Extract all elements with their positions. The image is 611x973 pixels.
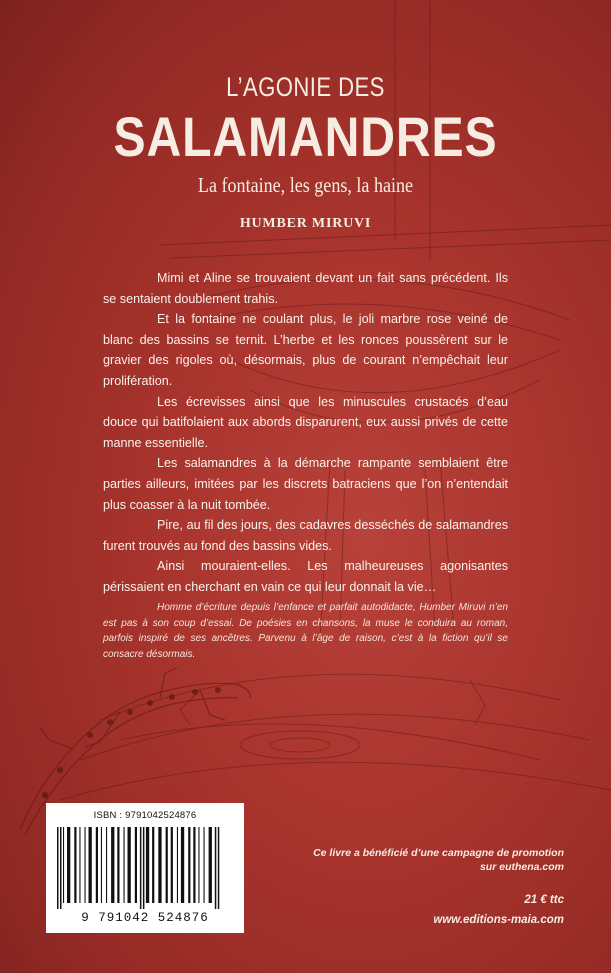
barcode-bar <box>152 827 154 903</box>
synopsis-paragraph: Ainsi mouraient-elles. Les malheureuses agonisantes périssaient en cherchant en vain ce qui leur donnait la vie… <box>103 559 508 594</box>
barcode-bar <box>111 827 114 903</box>
barcode-bar <box>101 827 102 903</box>
title-line-1: L’AGONIE DES <box>226 72 385 102</box>
barcode-bar <box>57 827 59 909</box>
barcode-bar <box>128 827 131 903</box>
barcode-bar <box>218 827 220 909</box>
price: 21 € ttc <box>524 894 564 906</box>
synopsis-paragraph: Mimi et Aline se trouvaient devant un fait sans précédent. Ils se sentaient doublement trahis. <box>103 271 508 306</box>
promo-line-1: Ce livre a bénéficié d’une campagne de promotion <box>313 847 564 859</box>
barcode-box <box>46 803 244 933</box>
subtitle: La fontaine, les gens, la haine <box>197 173 414 197</box>
synopsis <box>103 268 508 598</box>
barcode-bar <box>140 827 142 909</box>
barcode-bar <box>60 827 62 909</box>
publisher-website: www.editions-maia.com <box>433 914 564 926</box>
barcode-bar <box>198 827 199 903</box>
author-name: HUMBER MIRUVI <box>239 216 372 231</box>
barcode-bar <box>89 827 92 903</box>
title-line-2: SALAMANDRES <box>113 105 498 168</box>
barcode-bar <box>124 827 125 903</box>
synopsis-paragraph: Pire, au fil des jours, des cadavres desséchés de salamandres furent trouvés au fond des bassins vides. <box>103 518 508 553</box>
synopsis-paragraph: Les salamandres à la démarche rampante semblaient être parties ailleurs, imitées par les discrets batraciens que l’on n’entendait plus coasser à la nuit tombée. <box>103 456 508 512</box>
synopsis-paragraph: Les écrevisses ainsi que les minuscules crustacés d’eau douce qui batifolaient aux abords disparurent, eux aussi privés de cette manne essentielle. <box>103 394 508 450</box>
barcode-bar <box>135 827 137 903</box>
author-bio-text: Homme d’écriture depuis l’enfance et parfait autodidacte, Humber Miruvi n’en est pas à son coup d’essai. De poésies en chansons, la muse le conduira au roman, parfois inspiré de ses ancêtres. Parvenu à l’âge de raison, c’est à la fiction qu’il se consacre désormais. <box>103 602 508 660</box>
synopsis-paragraph: Et la fontaine ne coulant plus, le joli marbre rose veiné de blanc des bassins se ternit. L’herbe et les ronces poussèrent sur le gravier des rigoles où, désormais, plus de courant n’empêchait leur prolifération. <box>103 312 508 388</box>
barcode-bar <box>193 827 195 903</box>
barcode-graphic <box>55 827 235 909</box>
barcode-bar <box>67 827 70 903</box>
isbn-label: ISBN : 9791042524876 <box>93 810 197 821</box>
barcode-bar <box>96 827 98 903</box>
barcode-bar <box>166 827 168 903</box>
promo-line-2: sur euthena.com <box>479 861 564 873</box>
author-bio <box>103 600 508 662</box>
barcode-bar <box>79 827 80 903</box>
barcode-bar <box>171 827 173 903</box>
barcode-bar <box>117 827 119 903</box>
barcode-bar <box>188 827 190 903</box>
barcode-bar <box>74 827 76 903</box>
barcode-bar <box>215 827 217 909</box>
barcode-bar <box>158 827 161 903</box>
barcode-bar <box>106 827 107 903</box>
barcode-bar <box>143 827 145 909</box>
barcode-bar <box>181 827 184 903</box>
barcode-bar <box>209 827 212 903</box>
barcode-bar <box>85 827 86 903</box>
barcode-bar <box>146 827 149 903</box>
promo-note <box>304 846 564 874</box>
barcode-bar <box>63 827 64 903</box>
barcode-digits: 9 791042 524876 <box>81 911 209 925</box>
barcode-bar <box>177 827 178 903</box>
barcode-bar <box>204 827 205 903</box>
